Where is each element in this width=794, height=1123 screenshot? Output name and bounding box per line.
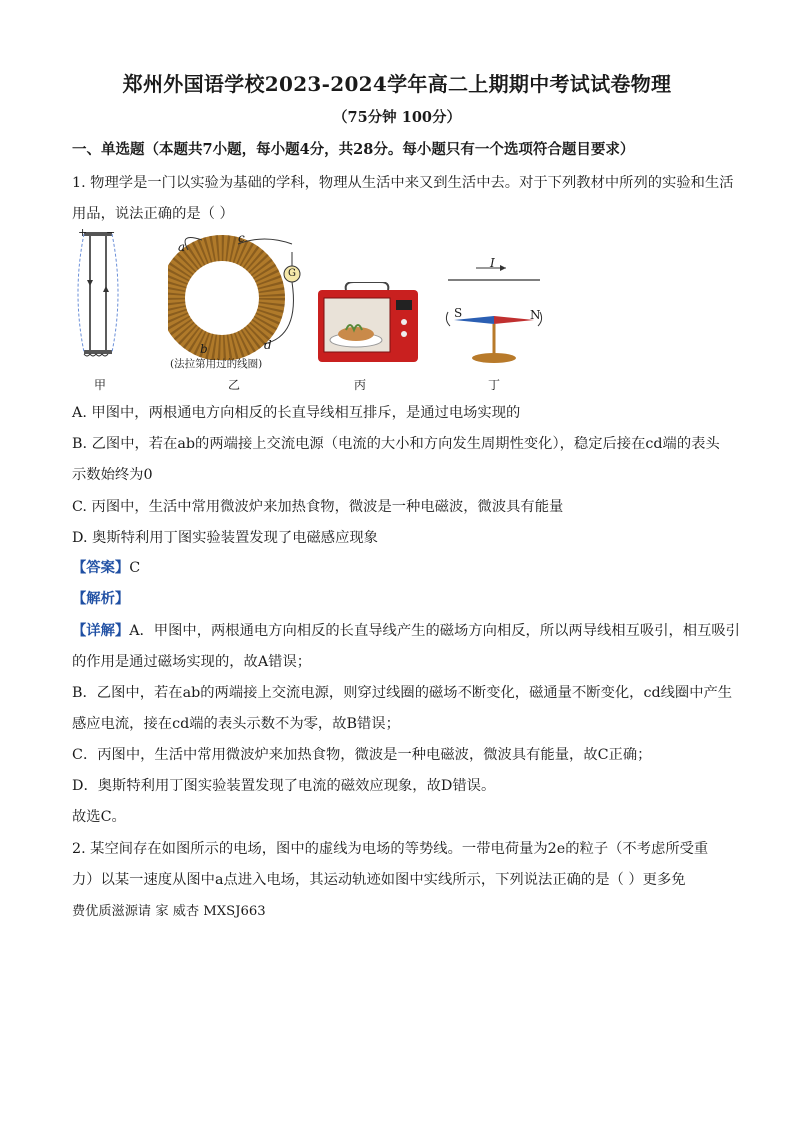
q2-stem-line3: 费优质滋源请 家 威杏 MXSJ663 [72, 904, 266, 919]
detail-tag: 【详解】 [72, 623, 130, 639]
yi-note: (法拉第用过的线圈) [170, 358, 263, 370]
conclusion-line: 故选C。 [72, 809, 126, 825]
detail-line5: C．丙图中，生活中常用微波炉来加热食物，微波是一种电磁波，微波具有能量，故C正确； [72, 747, 652, 763]
ding-label-S: S [454, 306, 463, 320]
detail-line2: 的作用是通过磁场实现的，故A错误； [72, 654, 312, 670]
detail-line1 [72, 620, 740, 640]
caption-yi: 乙 [228, 378, 241, 392]
caption-jia: 甲 [94, 378, 107, 392]
q1-option-b-line2: 示数始终为0 [72, 467, 153, 483]
answer-value: C [129, 560, 141, 576]
section-heading: 一、单选题（本题共7小题，每小题4分，共28分。每小题只有一个选项符合题目要求） [72, 141, 635, 158]
caption-ding: 丁 [488, 378, 501, 392]
ding-label-N: N [530, 308, 541, 322]
figure-bing-microwave [316, 282, 420, 366]
q1-stem-line2: 用品，说法正确的是（ ） [72, 206, 234, 222]
yi-label-c: c [238, 231, 245, 245]
jia-minus-label: − [106, 226, 116, 239]
q1-option-d: D. 奥斯特利用丁图实验装置发现了电磁感应现象 [72, 530, 378, 546]
q1-option-c: C. 丙图中，生活中常用微波炉来加热食物，微波是一种电磁波，微波具有能量 [72, 499, 564, 515]
answer-tag: 【答案】 [72, 560, 130, 576]
detail-text-1: A．甲图中，两根通电方向相反的长直导线产生的磁场方向相反，所以两导线相互吸引，相互吸引 [129, 623, 740, 639]
q1-option-a: A. 甲图中，两根通电方向相反的长直导线相互排斥，是通过电场实现的 [72, 405, 521, 421]
analysis-line [72, 588, 129, 608]
caption-bing: 丙 [354, 378, 367, 392]
q1-stem-line1: 1. 物理学是一门以实验为基础的学科，物理从生活中来又到生活中去。对于下列教材中所列的实验和生活 [72, 175, 734, 191]
q2-stem-line1: 2. 某空间存在如图所示的电场，图中的虚线为电场的等势线。一带电荷量为2e的粒子（不考虑所受重 [72, 841, 709, 857]
q2-stem-line2: 力）以某一速度从图中a点进入电场，其运动轨迹如图中实线所示，下列说法正确的是（ ）更多免 [72, 872, 686, 888]
figure-yi-faraday-coil [168, 226, 306, 360]
q1-option-b-line1: B. 乙图中，若在ab的两端接上交流电源（电流的大小和方向发生周期性变化），稳定后接在cd端的表头 [72, 436, 720, 452]
page-title: 郑州外国语学校2023-2024学年高二上期期中考试试卷物理 [122, 72, 672, 96]
detail-line3: B．乙图中，若在ab的两端接上交流电源，则穿过线圈的磁场不断变化，磁通量不断变化，cd线圈中产生 [72, 685, 733, 701]
exam-duration-score: （75分钟 100分） [333, 109, 461, 126]
analysis-tag: 【解析】 [72, 591, 130, 607]
yi-label-b: b [200, 342, 208, 356]
detail-line6: D．奥斯特利用丁图实验装置发现了电流的磁效应现象，故D错误。 [72, 778, 496, 794]
answer-line [72, 557, 140, 577]
detail-line4: 感应电流，接在cd端的表头示数不为零，故B错误； [72, 716, 400, 732]
galvanometer-label: G [288, 268, 296, 279]
jia-plus-label: + [78, 226, 88, 239]
yi-label-a: a [178, 240, 186, 254]
figure-jia-parallel-wires [74, 226, 124, 368]
yi-label-d: d [264, 338, 272, 352]
ding-label-I: I [490, 256, 495, 270]
